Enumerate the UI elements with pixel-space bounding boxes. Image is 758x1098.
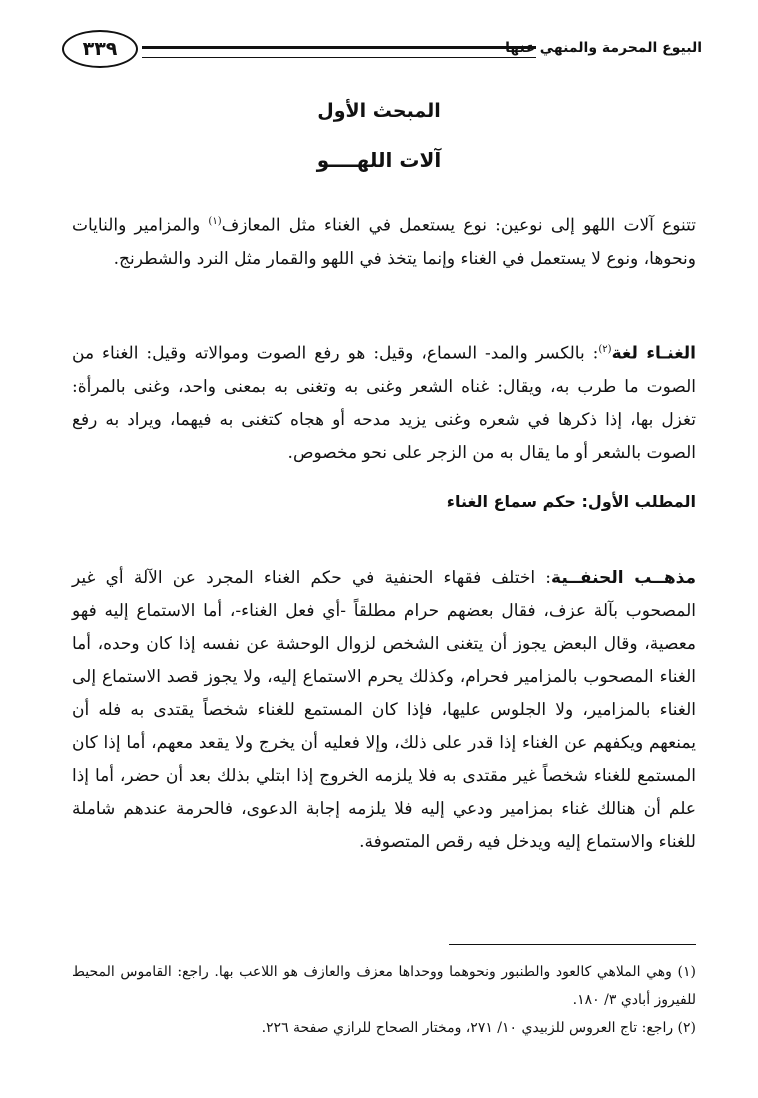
term-lead: مذهــب الحنفــية	[551, 568, 696, 588]
header-rule	[142, 46, 536, 58]
footnotes	[72, 958, 696, 1042]
paragraph-text: والمزامير والنايات ونحوها، ونوع لا يستعمل في الغناء وإنما يتخذ في اللهو والقمار مثل النرد والشطرنج.	[72, 215, 696, 269]
sub-heading: المطلب الأول: حكم سماع الغناء	[446, 492, 696, 511]
term-lead: الغنـاء لغة	[611, 343, 696, 364]
page-header	[62, 28, 702, 72]
footnote-2: (٢) راجع: تاج العروس للزبيدي ١٠/ ٢٧١، ومختار الصحاح للرازي صفحة ٢٢٦.	[261, 1020, 696, 1036]
footnote-ref[interactable]: (١)	[208, 216, 222, 227]
page-number: ٣٣٩	[62, 30, 138, 68]
paragraph-text: : بالكسر والمد- السماع، وقيل: هو رفع الصوت وموالاته وقيل: الغناء من الصوت ما طرب به، ويقال: غناه الشعر وغنى به وتغنى به بمعنى واحد، وغنى بالمرأة: تغزل بها، إذا ذكرها في شعره وغنى يزيد مدحه أو هجاه كتغنى به فيهما، ويراد به رفع الصوت بالشعر أو ما يقال به من الزجر على نحو مخصوص.	[72, 343, 696, 463]
footnote-ref[interactable]: (٢)	[598, 344, 612, 355]
section-title: آلات اللهــــو	[316, 148, 442, 172]
footnote-1: (١) وهي الملاهي كالعود والطنبور ونحوهما ووحداها معزف والعازف هو اللاعب بها. راجع: القاموس المحيط للفيروز أبادي ٣/ ١٨٠.	[72, 964, 696, 1008]
section-heading: المبحث الأول	[317, 100, 441, 122]
running-title: البيوع المحرمة والمنهي عنها	[505, 40, 702, 56]
paragraph-hanafi	[72, 562, 696, 859]
footnote-divider	[449, 944, 696, 945]
paragraph-definition	[72, 333, 696, 470]
paragraph-text: : اختلف فقهاء الحنفية في حكم الغناء المجرد عن الآلة أي غير المصحوب بآلة عزف، فقال بعضهم حرام مطلقاً -أي فعل الغناء-، أما الاستماع إليه فهو معصية، وقال البعض يجوز أن يتغنى الشخص لزوال الوحشة عن نفسه إذا كان وحده، أما الغناء المصحوب بالمزامير فحرام، وكذلك يحرم الاستماع إليه، ولا يجوز قصد الاستماع إلى الغناء بالمزامير، ولا الجلوس عليها، فإذا كان المستمع للغناء شخصاً يقتدى به فله أن يمنعهم ويكفهم عن الغناء إذا قدر على ذلك، وإلا فعليه أن يخرج ولا يقعد معهم، أما إذا كان المستمع للغناء شخصاً غير مقتدى به فلا يلزمه الخروج إذا ابتلي بذلك بعد أن حضر، أما إذا علم أن هنالك غناء بمزامير ودعي إليه فلا يلزمه إجابة الدعوى، فالحرمة عندهم شاملة للغناء والاستماع إليه ويدخل فيه رقص المتصوفة.	[72, 568, 696, 852]
paragraph-text: تتنوع آلات اللهو إلى نوعين: نوع يستعمل في الغناء مثل المعازف	[221, 215, 696, 236]
paragraph-intro	[72, 205, 696, 276]
